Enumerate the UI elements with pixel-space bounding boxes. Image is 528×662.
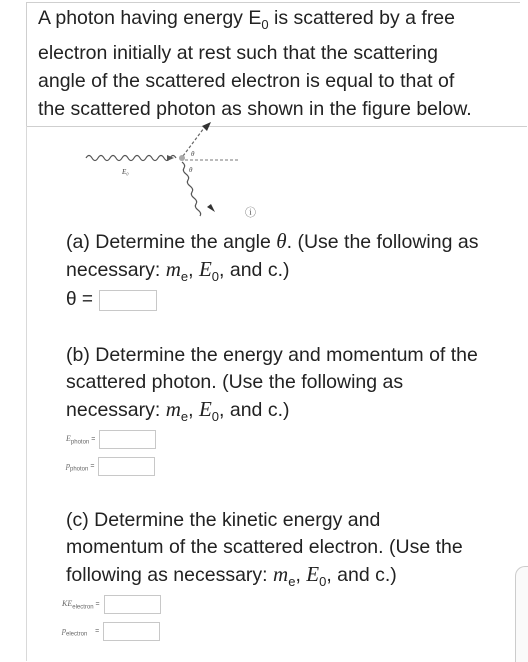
- theta-symbol: θ: [276, 229, 287, 253]
- p-electron-sub: electron: [66, 631, 88, 638]
- necessary-label: following as necessary:: [66, 564, 274, 586]
- scroll-handle[interactable]: [515, 566, 528, 662]
- intro-subscript: 0: [261, 16, 269, 32]
- electron-dot: [179, 155, 185, 161]
- part-c-line-1: (c) Determine the kinetic energy and: [66, 509, 381, 531]
- me-sub: e: [180, 268, 189, 284]
- e0-label: E₀: [122, 168, 129, 176]
- e0-symbol: E: [306, 562, 320, 586]
- e-photon-label: E: [66, 433, 71, 443]
- intro-line-1-tail: is scattered by a free: [268, 7, 455, 29]
- theta-bottom-label: θ: [189, 166, 193, 174]
- ke-electron-sub: electron: [72, 604, 94, 611]
- necessary-label: necessary:: [66, 259, 166, 281]
- left-divider: [26, 126, 27, 661]
- intro-line-1: A photon having energy E: [38, 7, 262, 29]
- theta-top-label: θ: [191, 150, 195, 158]
- part-c: [66, 507, 518, 595]
- equals-sign: =: [95, 600, 100, 608]
- part-a-text: (a) Determine the angle: [66, 231, 277, 253]
- e-photon-input[interactable]: [99, 430, 156, 449]
- equals-sign: =: [95, 627, 100, 635]
- p-electron-input[interactable]: [103, 622, 160, 641]
- p-photon-sub: photon: [70, 466, 89, 473]
- necessary-label: necessary:: [66, 399, 166, 421]
- problem-statement: [38, 4, 516, 123]
- equals-sign: =: [91, 435, 96, 443]
- theta-answer-label: θ =: [66, 289, 93, 310]
- theta-answer-row: [66, 289, 157, 311]
- me-sub: e: [288, 573, 296, 589]
- e0-sub: 0: [211, 408, 220, 424]
- electron-arrow-icon: [202, 122, 211, 131]
- p-electron-row: [62, 622, 160, 641]
- and-c-text: , and c.): [326, 564, 397, 586]
- info-icon[interactable]: ⓘ: [245, 206, 256, 219]
- comma: ,: [295, 564, 307, 586]
- e0-symbol: E: [198, 397, 212, 421]
- part-a: [66, 228, 518, 290]
- incident-photon-wave: [86, 156, 176, 161]
- ke-electron-row: [62, 595, 161, 614]
- comma: ,: [188, 399, 199, 421]
- e-photon-sub: photon: [70, 439, 90, 446]
- part-a-text-tail: . (Use the following as: [286, 231, 479, 253]
- me-symbol: m: [165, 257, 181, 281]
- scattered-arrow-icon: [207, 204, 215, 212]
- p-photon-row: [66, 457, 155, 476]
- ke-electron-label: KE: [62, 598, 73, 608]
- ke-electron-input[interactable]: [104, 595, 161, 614]
- intro-line-4: the scattered photon as shown in the figure below.: [38, 97, 472, 120]
- part-b: [66, 342, 518, 430]
- intro-line-3: angle of the scattered electron is equal to that of: [38, 69, 455, 92]
- equals-sign: =: [90, 462, 95, 470]
- theta-answer-input[interactable]: [99, 290, 157, 311]
- comma: ,: [188, 259, 199, 281]
- me-symbol: m: [165, 397, 181, 421]
- part-b-line-2: scattered photon. (Use the following as: [66, 371, 404, 393]
- me-sub: e: [180, 408, 189, 424]
- me-symbol: m: [273, 562, 289, 586]
- e0-symbol: E: [198, 257, 212, 281]
- and-c-text: , and c.): [219, 259, 290, 281]
- e0-sub: 0: [319, 573, 327, 589]
- part-b-line-1: (b) Determine the energy and momentum of the: [66, 344, 478, 366]
- intro-line-2: electron initially at rest such that the scattering: [38, 41, 438, 64]
- and-c-text: , and c.): [219, 399, 290, 421]
- scattering-diagram: [80, 116, 280, 221]
- e-photon-row: [66, 430, 156, 449]
- e0-sub: 0: [211, 268, 220, 284]
- p-photon-label: p: [66, 460, 70, 470]
- p-photon-input[interactable]: [98, 457, 155, 476]
- p-electron-label: p: [62, 625, 66, 635]
- part-c-line-2: momentum of the scattered electron. (Use the: [66, 536, 463, 558]
